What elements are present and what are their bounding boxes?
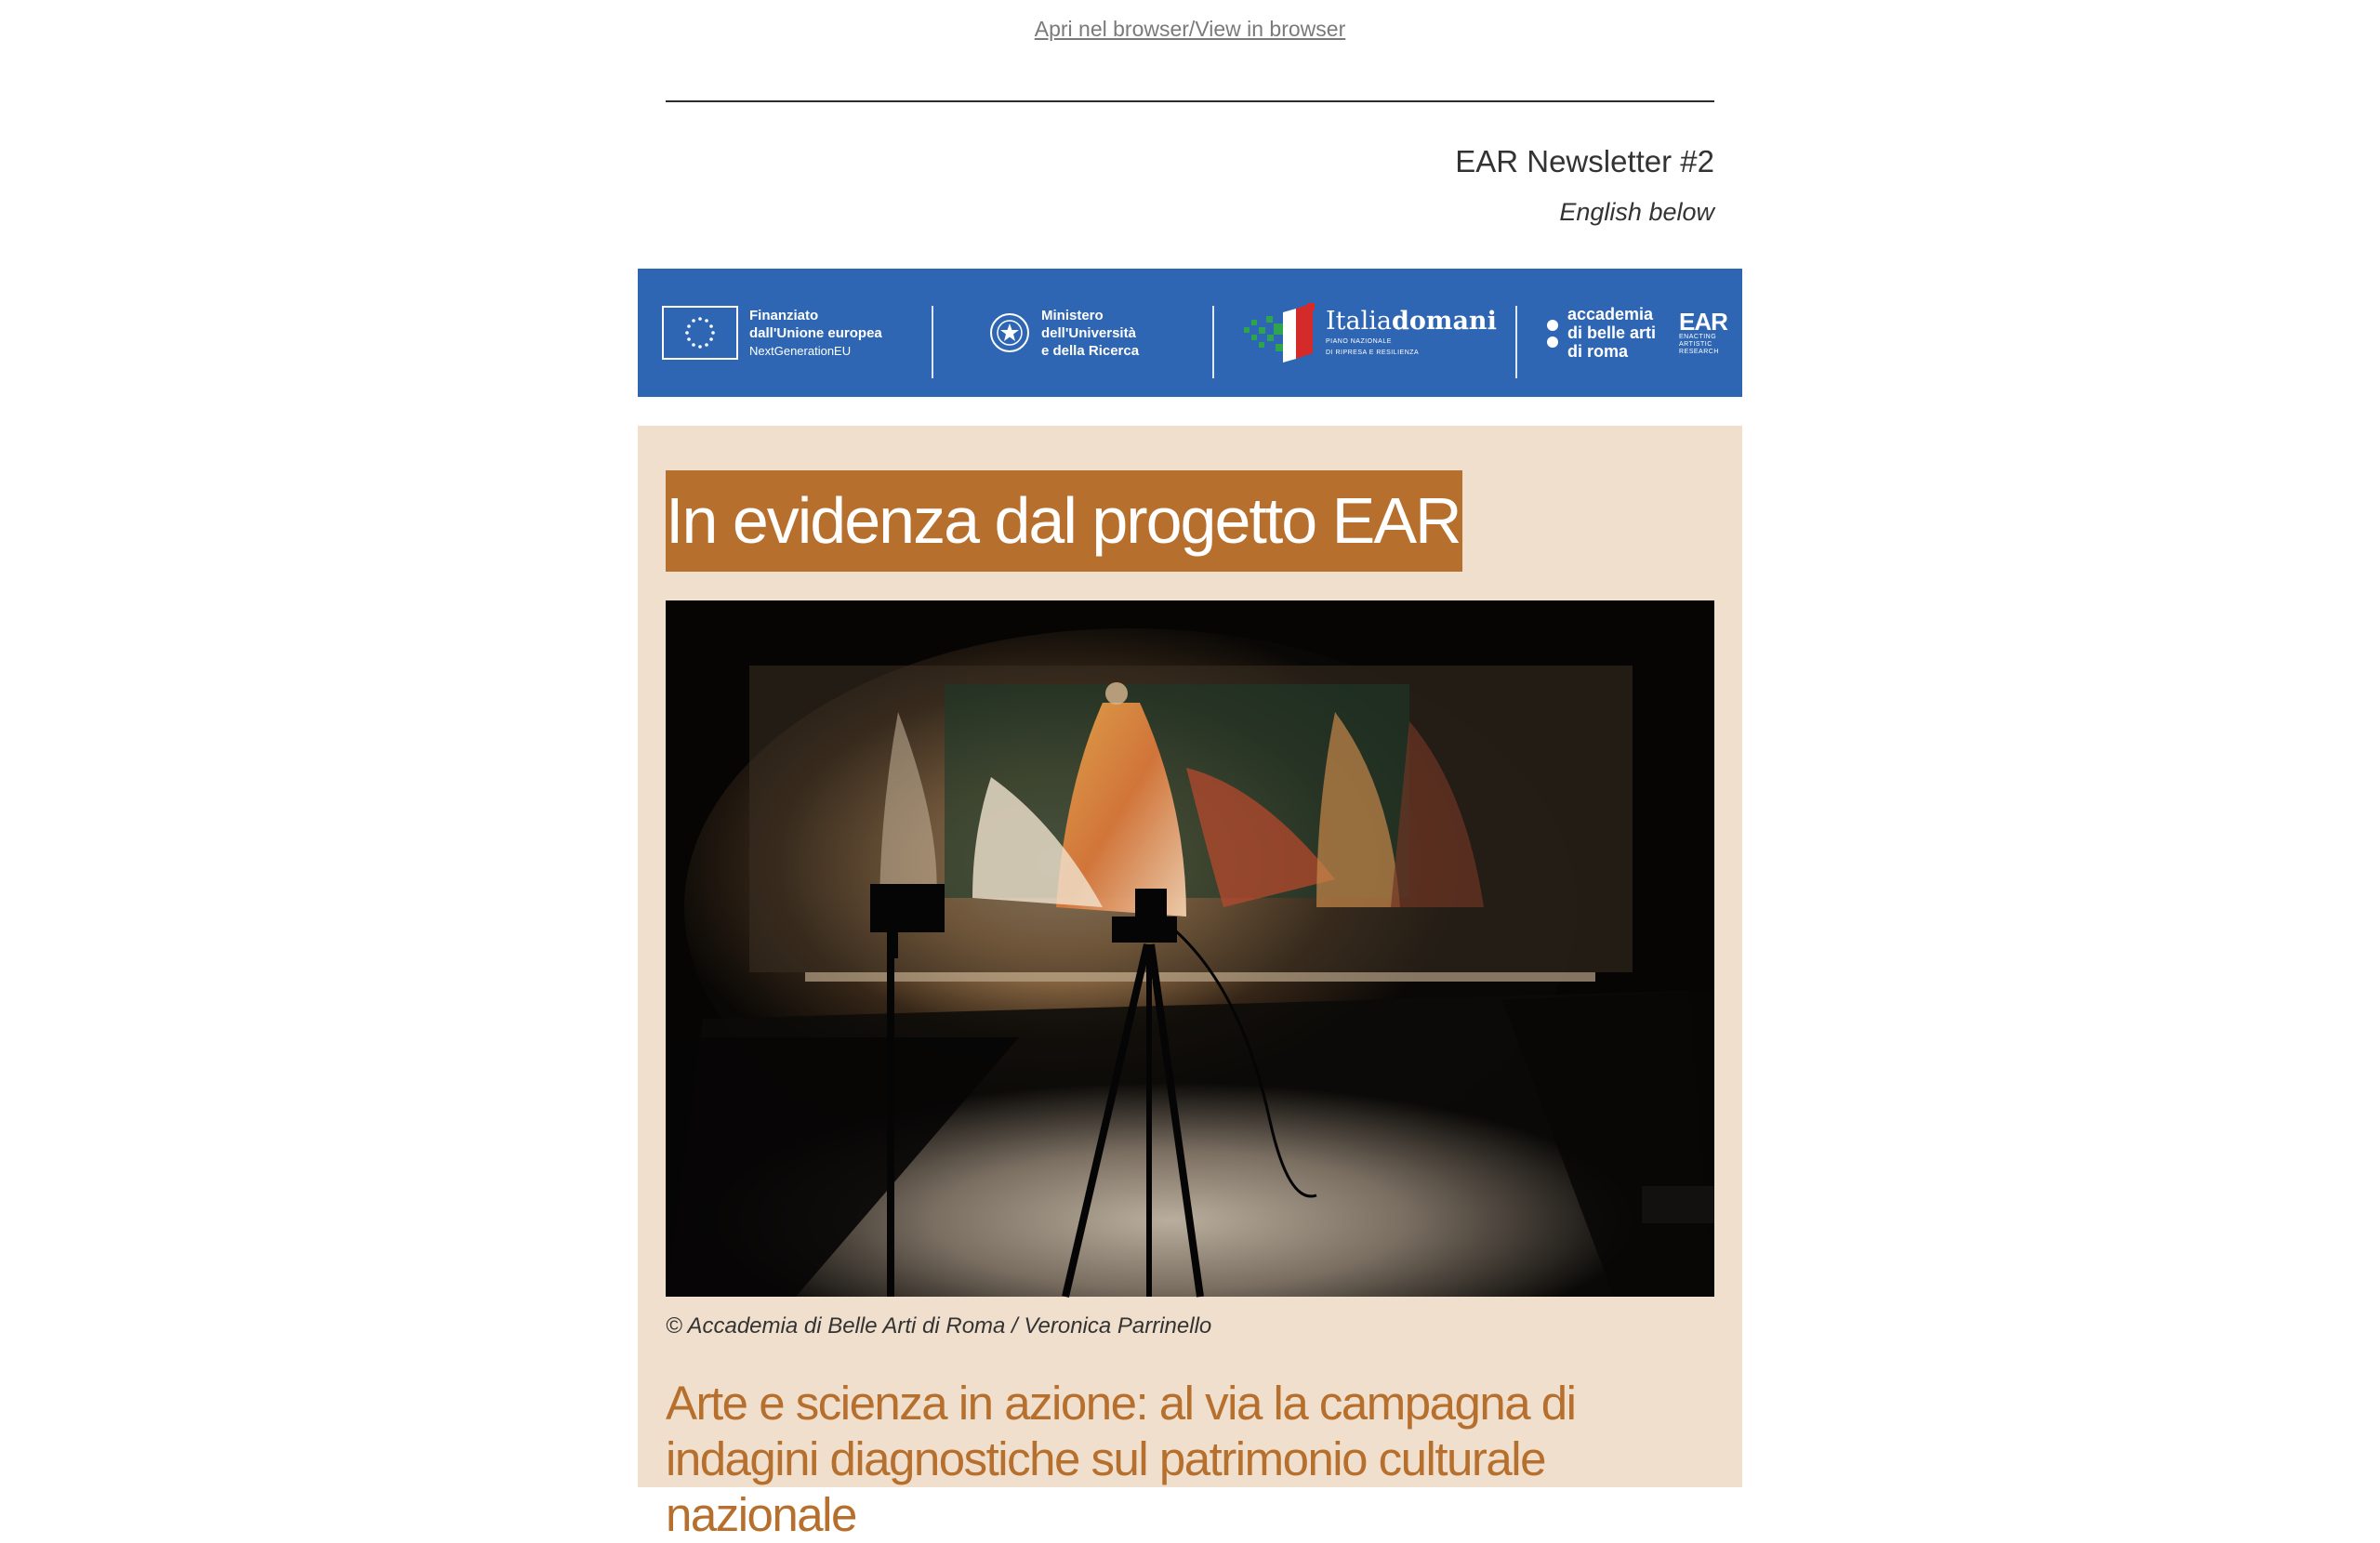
section-heading: In evidenza dal progetto EAR — [666, 470, 1462, 572]
accademia-logo-text: accademia di belle arti di roma — [1567, 305, 1657, 361]
eu-flag-icon — [662, 306, 738, 360]
view-in-browser-bar — [0, 17, 2380, 42]
italiadomani-logo — [1242, 269, 1497, 397]
accademia-dots-icon — [1543, 312, 1562, 353]
eu-logo-text: Finanziato dall'Unione europea NextGenerationEU — [749, 307, 882, 358]
logo-divider — [1515, 306, 1517, 378]
hero-image[interactable] — [666, 600, 1714, 1297]
mur-logo-text: Ministero dell'Università e della Ricerca — [1041, 307, 1140, 359]
image-caption: © Accademia di Belle Arti di Roma / Veronica Parrinello — [666, 1313, 1212, 1339]
view-in-browser-link[interactable]: Apri nel browser/View in browser — [1034, 17, 1346, 41]
article-title[interactable]: Arte e scienza in azione: al via la campagna di indagini diagnostiche sul patrimonio culturale nazionale — [666, 1377, 1576, 1541]
logo-divider — [932, 306, 933, 378]
language-note: English below — [1559, 198, 1714, 226]
header-divider — [666, 100, 1714, 102]
logo-divider — [1212, 306, 1214, 378]
fresco-diagnostics-photo — [666, 600, 1714, 1297]
accademia-logo — [1543, 269, 1656, 397]
republic-emblem-icon — [989, 312, 1030, 353]
funding-logos-banner — [638, 269, 1742, 397]
ear-logo: EAR ENACTING ARTISTIC RESEARCH — [1679, 308, 1727, 355]
italy-flag-mark-icon — [1242, 299, 1326, 366]
newsletter-title: EAR Newsletter #2 — [1455, 144, 1714, 178]
eu-funding-logo — [662, 269, 882, 397]
feature-section — [638, 426, 1742, 1541]
italiadomani-wordmark: Italiadomani PIANO NAZIONALE DI RIPRESA E RESILIENZA — [1326, 307, 1497, 356]
mur-logo — [989, 269, 1139, 397]
